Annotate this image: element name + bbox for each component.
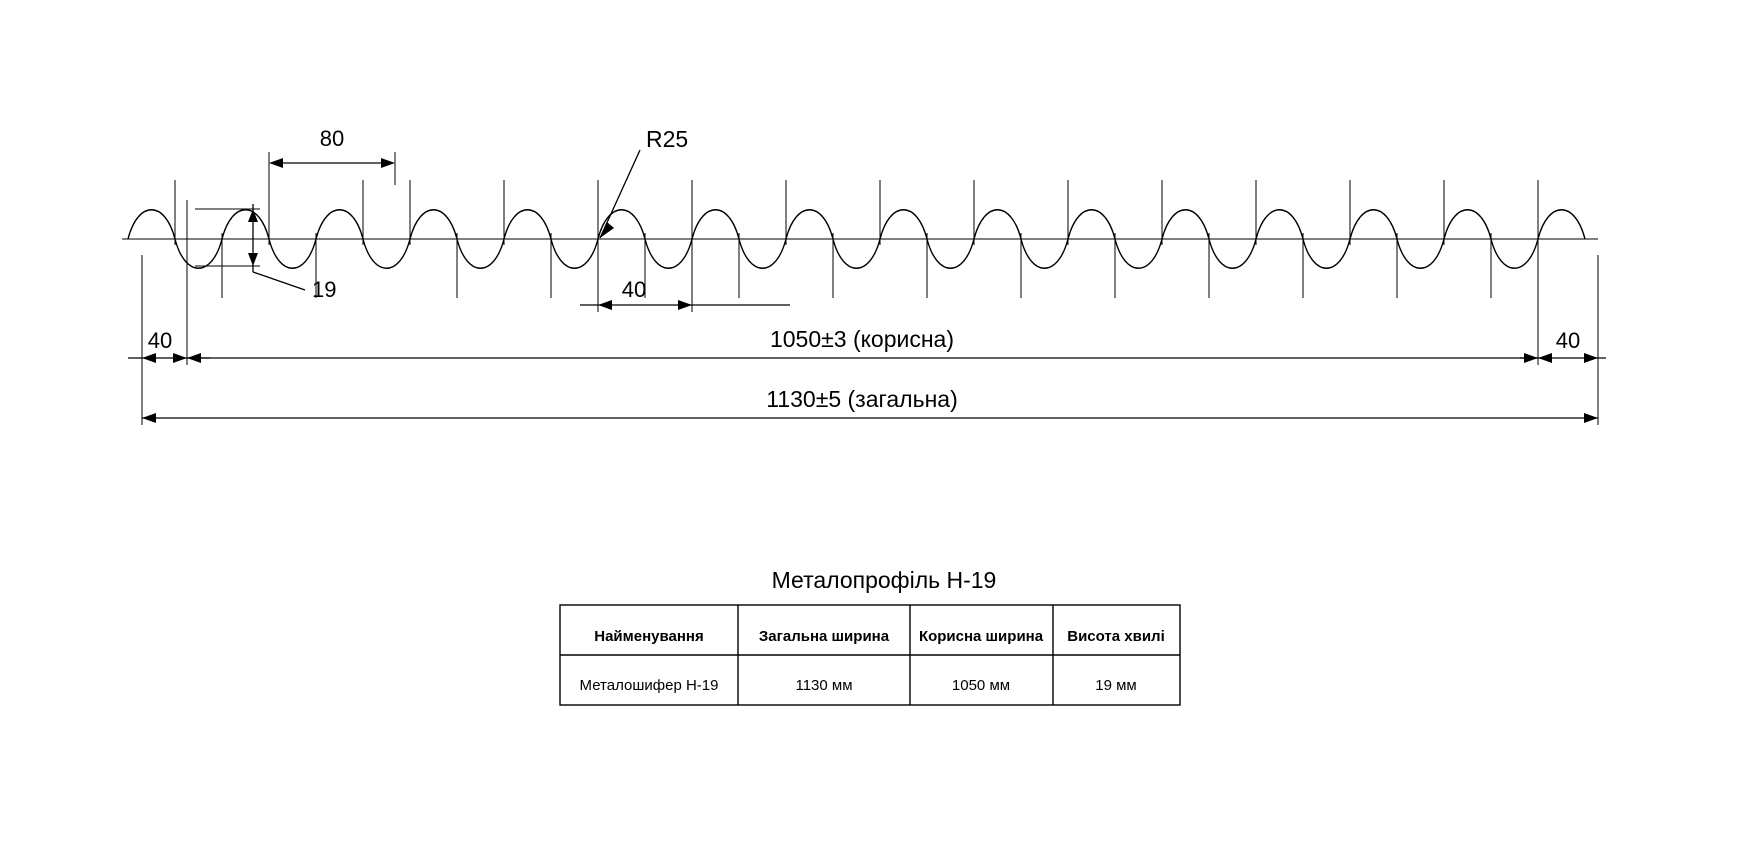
table-title: Металопрофіль Н-19 xyxy=(771,567,997,593)
spec-table xyxy=(560,567,1180,705)
dim-label-40-right: 40 xyxy=(1555,328,1581,353)
dim-label-total-width: 1130±5 (загальна) xyxy=(766,386,958,412)
dimension-wave-pitch-80 xyxy=(269,126,395,215)
dimension-half-pitch-40 xyxy=(580,240,790,312)
dimension-radius-r25 xyxy=(600,126,688,238)
dim-label-19: 19 xyxy=(312,277,337,302)
dimension-total-width xyxy=(142,386,1598,423)
table-cell-wave-height: 19 мм xyxy=(1095,677,1137,694)
table-cell-useful-width: 1050 мм xyxy=(951,677,1011,694)
table-header-cell-1: Загальна ширина xyxy=(758,628,890,645)
table-header-cell-0: Найменування xyxy=(594,628,704,645)
dimension-useful-width xyxy=(187,326,1538,363)
dim-label-useful-width: 1050±3 (корисна) xyxy=(769,326,955,352)
dim-label-40-left: 40 xyxy=(147,328,173,353)
table-cell-total-width: 1130 мм xyxy=(795,677,853,694)
table-header-cell-2: Корисна ширина xyxy=(918,628,1044,645)
table-header-cell-3: Висота хвилі xyxy=(1067,628,1165,645)
table-cell-name: Металошифер Н-19 xyxy=(579,677,719,694)
dim-label-40-middle: 40 xyxy=(621,277,647,302)
dim-label-80: 80 xyxy=(319,126,345,151)
dim-label-r25: R25 xyxy=(646,126,689,152)
